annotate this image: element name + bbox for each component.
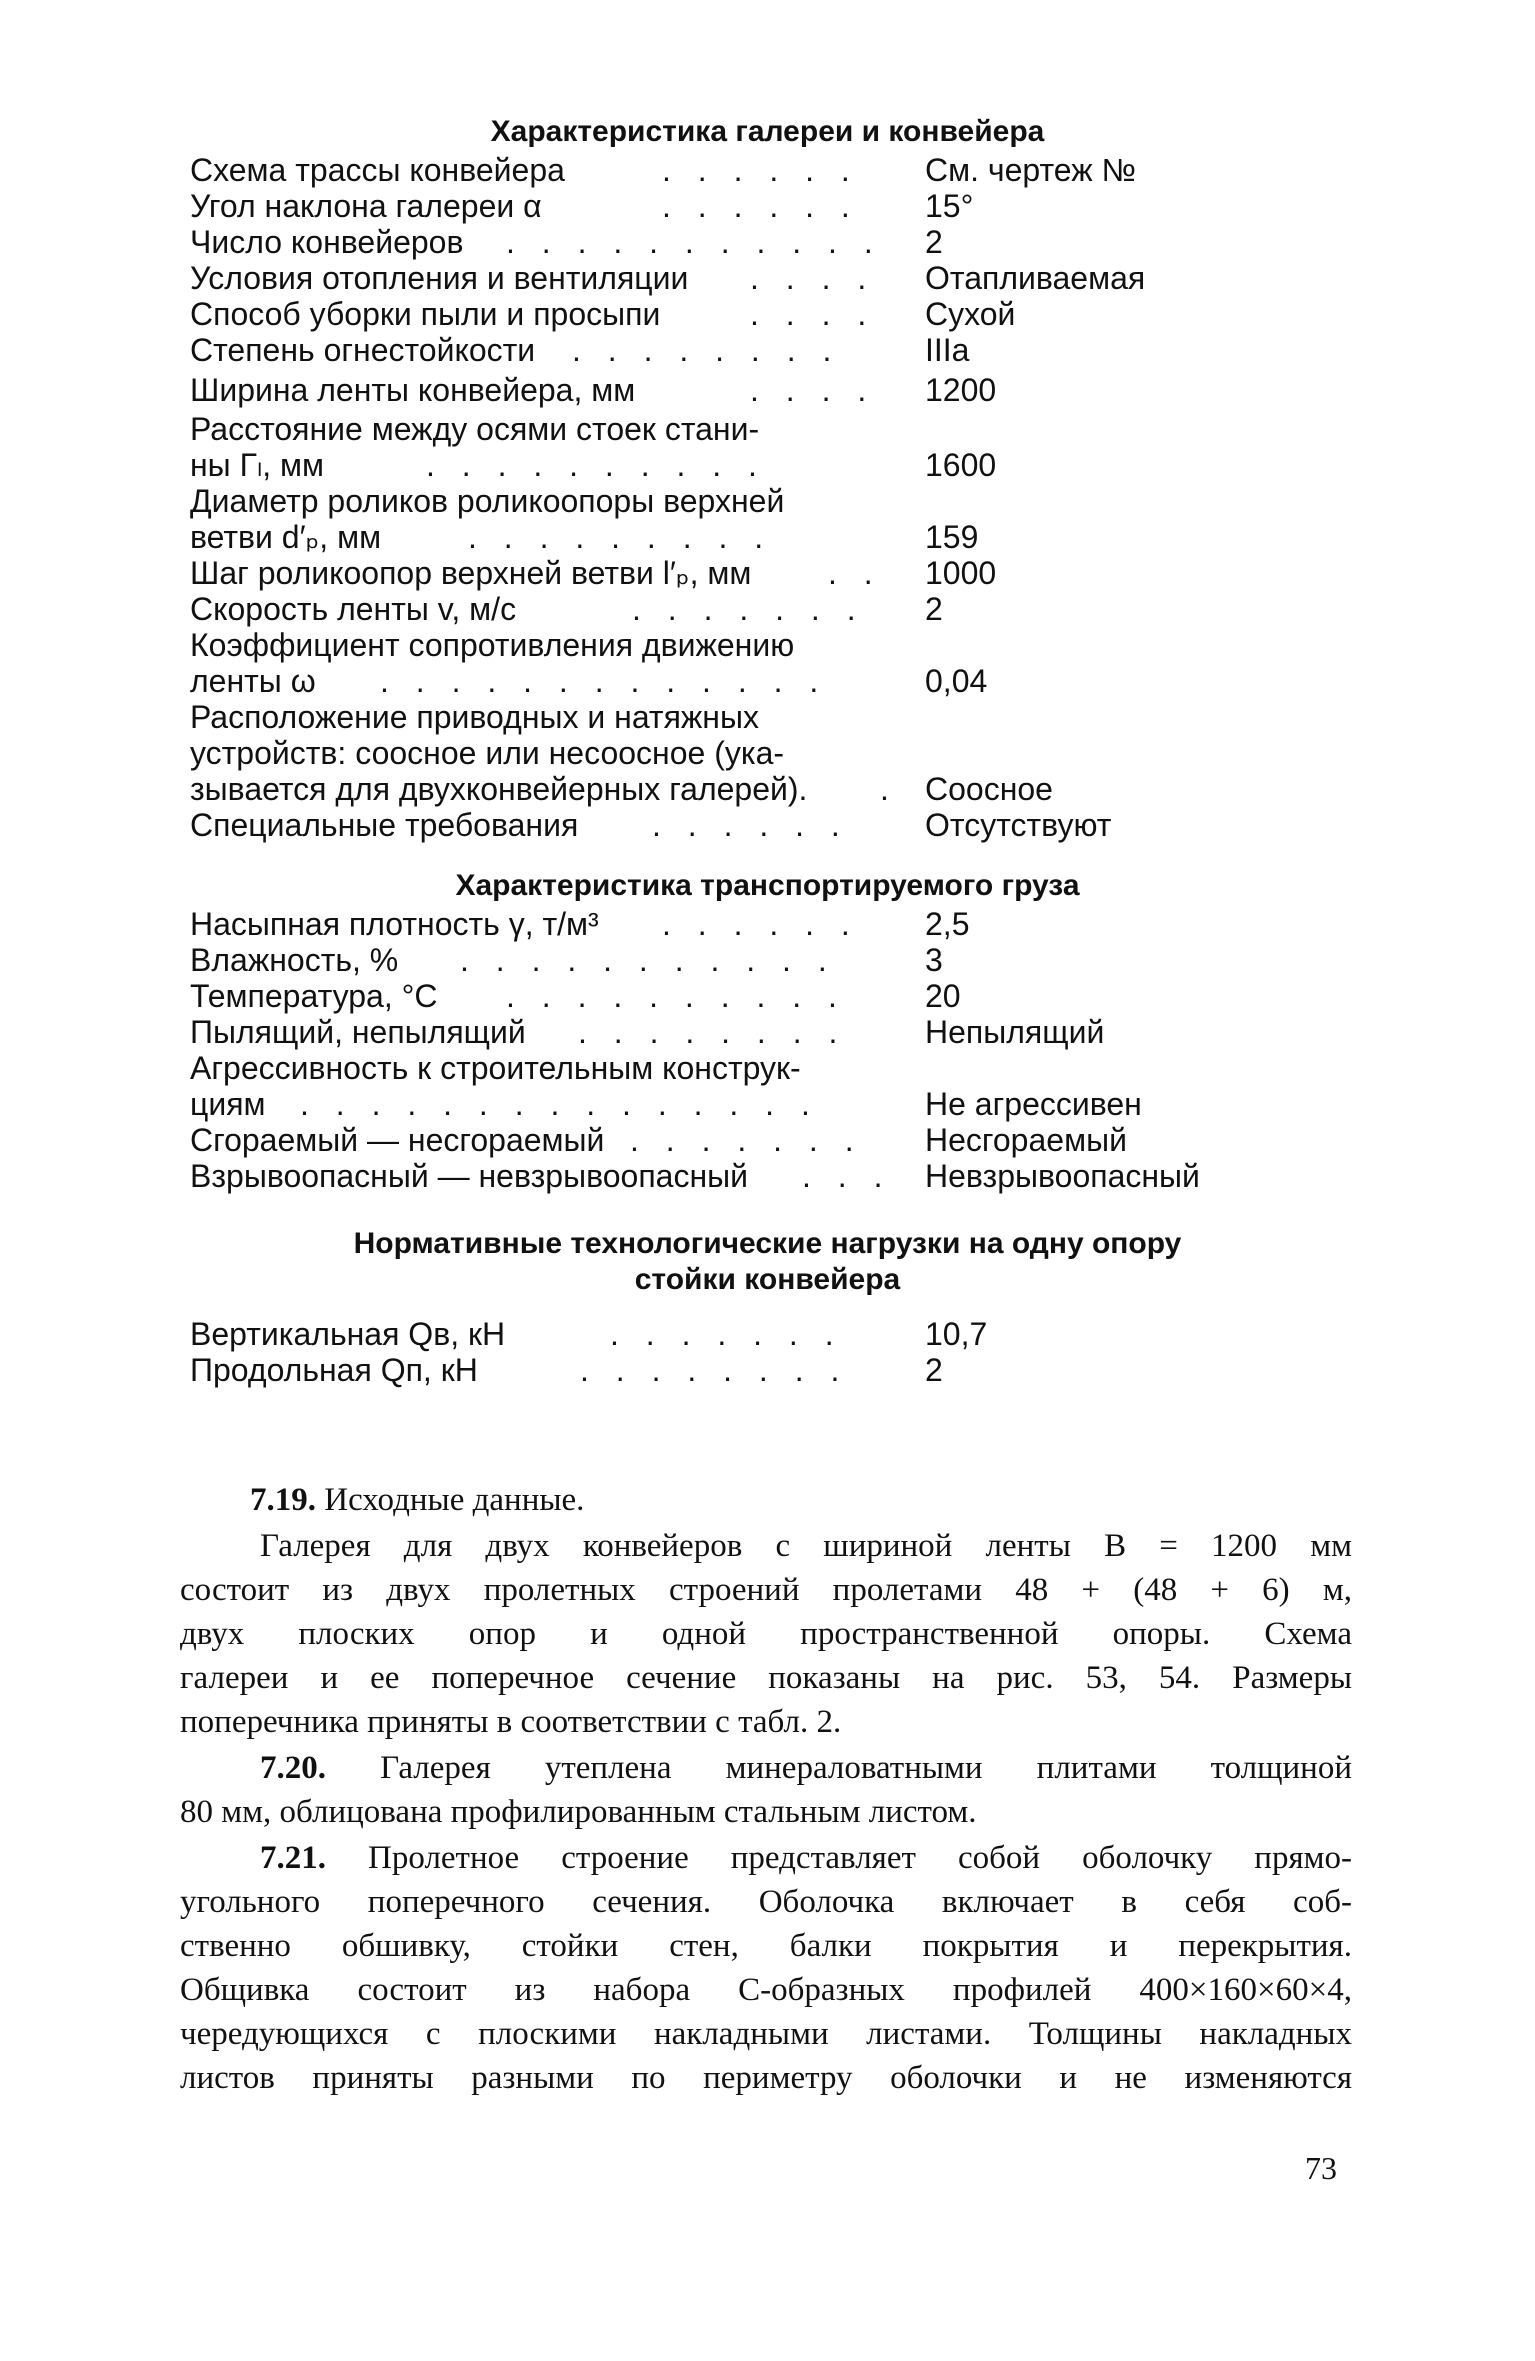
spec-value: Отсутствуют [925, 807, 1112, 843]
paragraph-gallery-description [180, 1524, 1352, 1744]
spec-label: Вертикальная Qв, кН [190, 1316, 506, 1352]
spec-value: IIIa [925, 332, 970, 368]
spec-value: 2 [925, 224, 943, 260]
spec-label: Способ уборки пыли и просыпи [190, 296, 661, 332]
text-line: Общивка состоит из набора С-образных профилей 400×160×60×4, [180, 1972, 1352, 2008]
spec-label: Условия отопления и вентиляции [190, 260, 689, 296]
leader-dots: . . . . . . . . [578, 1014, 847, 1050]
paragraph-7-19 [250, 1478, 1350, 1522]
spec-label: Число конвейеров [190, 224, 464, 260]
spec-label: Влажность, % [190, 942, 399, 978]
text-line: листов приняты разными по периметру оболочки и не изменяются [180, 2060, 1352, 2096]
leader-dots: . . . . . . . . . . [506, 978, 846, 1014]
spec-label: Температура, °С [190, 978, 438, 1014]
text-line: ственно обшивку, стойки стен, балки покрытия и перекрытия. [180, 1928, 1352, 1964]
spec-value: 1200 [925, 372, 997, 408]
spec-label-line2: устройств: соосное или несоосное (ука- [190, 735, 785, 771]
leader-dots: . [880, 771, 898, 807]
leader-dots: . . . . . . . . . . . . . [380, 663, 828, 699]
spec-value: 2 [925, 1352, 943, 1388]
spec-label: Насыпная плотность γ, т/м³ [190, 906, 599, 942]
spec-label: Шаг роликоопор верхней ветви l′ₚ, мм [190, 555, 752, 591]
text-line: чередующихся с плоскими накладными листами. Толщины накладных [180, 2016, 1352, 2052]
leader-dots: . . . . . . . [630, 1122, 863, 1158]
paragraph-text: Исходные данные. [324, 1482, 585, 1518]
spec-value: 10,7 [925, 1316, 988, 1352]
spec-label: ветви d′ₚ, мм [190, 519, 382, 555]
leader-dots: . . . . . . [662, 152, 859, 188]
spec-label: Сгораемый — несгораемый [190, 1122, 605, 1158]
spec-label-line1: Расположение приводных и натяжных [190, 699, 759, 735]
leader-dots: . . . . [750, 296, 876, 332]
spec-label: Продольная Qп, кН [190, 1352, 478, 1388]
spec-label-line1: Расстояние между осями стоек стани- [190, 411, 760, 447]
leader-dots: . . . . [750, 260, 876, 296]
leader-dots: . . . . . . [652, 807, 849, 843]
spec-value: См. чертеж № [925, 152, 1136, 188]
spec-value: 0,04 [925, 663, 988, 699]
text-line: угольного поперечного сечения. Оболочка включает в себя соб- [180, 1884, 1352, 1920]
section-heading-loads: Нормативные технологические нагрузки на одну опору [353, 1227, 1182, 1260]
spec-label: ны Гₗ, мм [190, 447, 324, 483]
spec-value: Сухой [925, 296, 1016, 332]
section-heading-cargo: Характеристика транспортируемого груза [455, 869, 1080, 902]
leader-dots: . . . [802, 1158, 892, 1194]
spec-label: Степень огнестойкости [190, 332, 536, 368]
text-line: состоит из двух пролетных строений пролетами 48 + (48 + 6) м, [180, 1572, 1352, 1608]
paragraph-number: 7.19. [250, 1482, 316, 1518]
leader-dots: . . . . . . . . . [468, 519, 773, 555]
spec-label: Взрывоопасный — невзрывоопасный [190, 1158, 748, 1194]
section-heading-gallery: Характеристика галереи и конвейера [490, 115, 1045, 148]
page-number: 73 [1305, 2150, 1337, 2186]
leader-dots: . . . . . . [662, 906, 859, 942]
spec-label-line1: Диаметр роликов роликоопоры верхней [190, 483, 785, 519]
paragraph-7-20 [180, 1746, 1352, 1834]
spec-label: ленты ω [190, 663, 316, 699]
leader-dots: . . . . . . . . . . . [460, 942, 836, 978]
spec-value: Невзрывоопасный [925, 1158, 1200, 1194]
spec-label-line1: Агрессивность к строительным конструк- [190, 1050, 801, 1086]
spec-label: Угол наклона галереи α [190, 188, 542, 224]
text-line [180, 1836, 1352, 1880]
spec-value: 2,5 [925, 906, 970, 942]
text-line: 80 мм, облицована профилированным стальным листом. [180, 1794, 977, 1830]
leader-dots: . . . . . . . [610, 1316, 843, 1352]
spec-value: Соосное [925, 771, 1053, 807]
spec-value: Отапливаемая [925, 260, 1146, 296]
spec-value: Непылящий [925, 1014, 1105, 1050]
spec-label: Пылящий, непылящий [190, 1014, 526, 1050]
text-line: Галерея для двух конвейеров с шириной ленты B = 1200 мм [260, 1528, 1352, 1564]
spec-value: 20 [925, 978, 961, 1014]
leader-dots: . . . . [750, 372, 876, 408]
leader-dots: . . . . . . [662, 188, 859, 224]
spec-value: Несгораемый [925, 1122, 1127, 1158]
spec-value: 2 [925, 591, 943, 627]
spec-value: 1600 [925, 447, 997, 483]
leader-dots: . . . . . . . . [580, 1352, 849, 1388]
spec-value: 3 [925, 942, 943, 978]
leader-dots: . . . . . . . . [572, 332, 841, 368]
spec-label: циям [190, 1086, 266, 1122]
spec-label-line1: Коэффициент сопротивления движению [190, 627, 795, 663]
spec-value: 159 [925, 519, 979, 555]
section-heading-loads-line2: стойки конвейера [634, 1263, 901, 1296]
text-fragment: Пролетное строение представляет собой оболочку прямо- [368, 1840, 1352, 1876]
text-line: двух плоских опор и одной пространственной опоры. Схема [180, 1616, 1352, 1652]
spec-value: 15° [925, 188, 974, 224]
leader-dots: . . [828, 555, 882, 591]
spec-label: Специальные требования [190, 807, 579, 843]
leader-dots: . . . . . . . [632, 591, 865, 627]
leader-dots: . . . . . . . . . . . . . . . [300, 1086, 819, 1122]
spec-value: Не агрессивен [925, 1086, 1142, 1122]
paragraph-number: 7.20. [260, 1750, 326, 1786]
text-line [180, 1746, 1352, 1790]
spec-label: зывается для двухконвейерных галерей). [190, 771, 808, 807]
text-fragment: Галерея утеплена минераловатными плитами толщиной [380, 1750, 1352, 1786]
spec-label: Схема трассы конвейера [190, 152, 565, 188]
spec-label: Скорость ленты v, м/с [190, 591, 517, 627]
paragraph-number: 7.21. [260, 1840, 326, 1876]
text-line: галереи и ее поперечное сечение показаны на рис. 53, 54. Размеры [180, 1660, 1352, 1696]
leader-dots: . . . . . . . . . . . [506, 224, 882, 260]
leader-dots: . . . . . . . . . . [426, 447, 766, 483]
paragraph-7-21 [180, 1836, 1352, 2100]
spec-label: Ширина ленты конвейера, мм [190, 372, 636, 408]
text-line: поперечника приняты в соответствии с табл. 2. [180, 1704, 842, 1740]
spec-value: 1000 [925, 555, 997, 591]
